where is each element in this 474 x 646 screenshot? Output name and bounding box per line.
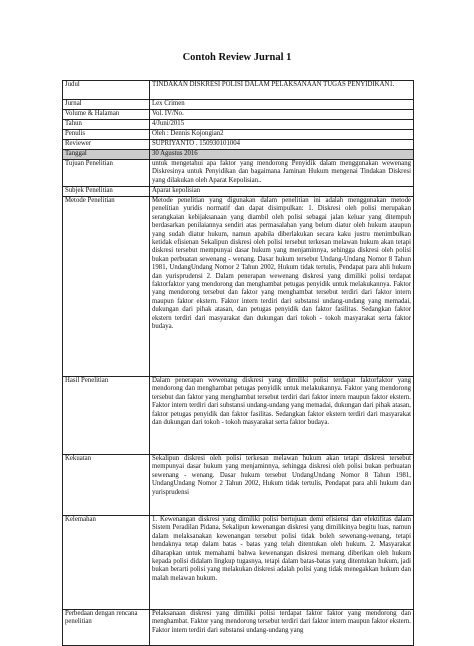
- table-row: [63, 187, 414, 197]
- row-value-tahun: 4/Juni/2015: [150, 120, 414, 130]
- row-label-metode: Metode Penelitian: [63, 197, 150, 377]
- table-row: [63, 197, 414, 377]
- table-row: [63, 516, 414, 610]
- row-label-kekuatan: Kekuatan: [63, 455, 150, 516]
- table-row: [63, 120, 414, 130]
- document-title: Contoh Review Jurnal 1: [182, 52, 292, 63]
- row-value-perbedaan: Pelaksanaan diskresi yang dimiliki polisi terdapat faktor faktor yang mendorong dan menghambat. Faktor yang mendorong tersebut terdiri dari faktor intern maupun faktor ekstern. Faktor intern terdiri dari substansi undang-undang yang: [150, 610, 414, 646]
- row-label-perbedaan: Perbedaan dengan rencana penelitian: [63, 610, 150, 646]
- table-row: [63, 610, 414, 646]
- row-label-subjek: Subjek Penelitian: [63, 187, 150, 197]
- row-value-judul: TINDAKAN DISKRESI POLISI DALAM PELAKSANAAN TUGAS PENYIDIKAN1.: [150, 81, 414, 100]
- table-row: [63, 140, 414, 150]
- table-row: [63, 100, 414, 110]
- table-row: [63, 377, 414, 455]
- row-label-penulis: Penulis: [63, 130, 150, 140]
- row-value-kekuatan: Sekalipun diskresi oleh polisi terkesan melawan hukum akan tetapi diskresi tersebut mempunyai dasar hukum yang menjaminnya, sehingga diskresi oleh polisi bukan perbuatan sewenang - wenang. Dasar hukum tersebut UndangUndang Nomor 8 Tahun 1981, UndangUndang Nomor 2 Tahun 2002, Hukum tidak tertulis, Pendapat para ahli hukum dan yurisprudensi: [150, 455, 414, 516]
- row-label-jurnal: Jurnal: [63, 100, 150, 110]
- table-row: [63, 150, 414, 160]
- row-value-jurnal: Lex Crimen: [150, 100, 414, 110]
- row-label-tahun: Tahun: [63, 120, 150, 130]
- row-value-metode: Metode penelitian yang digunakan dalam penelitian ini adalah menggunakan metode penelitian yuridis normatif dan dapat disimpulkan: 1. Diskresi oleh polisi merupakan serangkaian kebijaksanaan yang diambil oleh polisi sebagai jalan keluar yang ditempuh berdasarkan penilaiannya sendiri atas permasalahan yang belum diatur oleh hukum ataupun yang sudah diatur hukum, namun apabila diberlakukan secara kaku justru menimbulkan ketidak efisienan Sekalipun diskresi oleh polisi tersebut terkesan melawan hukum akan tetapi diskresi tersebut mempunyai dasar hukum yang menjaminnya, sehingga diskresi oleh polisi bukan perbuatan sewenang - wenang. Dasar hukum tersebut Undang-Undang Nomor 8 Tahun 1981, UndangUndang Nomor 2 Tahun 2002, Hukum tidak tertulis, Pendapat para ahli hukum dan yurisprudensi 2. Dalam penerapan wewenang diskresi yang dimiliki polisi terdapat faktorfaktor yang mendorong dan menghambat petugas penyidik untuk melakukannya. Faktor yang mendorong tersebut dan faktor yang menghambat tersebut terdiri dari faktor intern maupun faktor ekstern. Faktor intern terdiri dari substansi undang-undang yang memadai, dukungan dari pihak atasan, dan petugas penyidik dan faktor fasilitas. Sedangkan faktor ekstern terdiri dari masyarakat dan dukungan dari tokoh - tokoh masyarakat serta faktor budaya.: [150, 197, 414, 377]
- row-label-judul: Judul: [63, 81, 150, 100]
- row-value-hasil: Dalam penerapan wewenang diskresi yang dimiliki polisi terdapat faktorfaktor yang mendorong dan menghambat petugas penyidik untuk melakukannya. Faktor yang mendorong tersebut dan faktor yang menghambat tersebut terdiri dari faktor intern maupun faktor ekstern. Faktor intern terdiri dari substansi undang-undang yang memadai, dukungan dari pihak atasan, faktor petugas penyidik dan faktor fasilitas. Sedangkan faktor ekstern terdiri dari masyarakat dan dukungan dari tokoh - tokoh masyarakat serta faktor budaya.: [150, 377, 414, 455]
- row-label-kelemahan: Kelemahan: [63, 516, 150, 610]
- row-label-reviewer: Reviewer: [63, 140, 150, 150]
- table-row: [63, 110, 414, 120]
- row-value-penulis: Oleh : Dennis Kojongian2: [150, 130, 414, 140]
- row-value-tujuan: untuk mengetahui apa faktor yang mendorong Penyidik dalam menggunakan wewenang Diskresinya untuk Penyidikan dan bagaimana Jaminan Hukum mengenai Tindakan Diskresi yang dilakukan oleh Aparat Kepolisian..: [150, 160, 414, 187]
- table-row: [63, 455, 414, 516]
- row-label-tujuan: Tujuan Penelitian: [63, 160, 150, 187]
- row-label-volume: Volume & Halaman: [63, 110, 150, 120]
- row-value-kelemahan: 1. Kewenangan diskresi yang dimiliki polisi bertujuan demi efisiensi dan efektifitas dalam Sistem Peradilan Pidana, Sekalipun kewenangan diskresi yang dimilikinya begitu luas, namun dalam melaksanakan kewenangan tersebut polisi tidak boleh sewenang-wenang, tetapi hendaknya tetap dalam batas - batas yang telah ditentukan oleh hukum. 2. Masyarakat diharapkan untuk memahami bahwa kewenangan diskresi memang diberikan oleh hukum kepada polisi didalam lingkup tugasnya, tetapi dalam batas-batas yang ditentukan hukum, jadi bukan berarti polisi yang melakukan diskresi adalah polisi yang tidak menegakkan hukum dan malah melawan hukum.: [150, 516, 414, 610]
- table-row: [63, 130, 414, 140]
- row-label-hasil: Hasil Penelitian: [63, 377, 150, 455]
- row-value-volume: Vol. IV/No.: [150, 110, 414, 120]
- row-value-tanggal: 30 Agustus 2016: [150, 150, 414, 160]
- table-row: [63, 160, 414, 187]
- table-row: [63, 81, 414, 100]
- row-value-reviewer: SUPRIYANTO . 150930101004: [150, 140, 414, 150]
- row-value-subjek: Aparat kepolisian: [150, 187, 414, 197]
- row-label-tanggal: Tanggal: [63, 150, 150, 160]
- review-table: [62, 80, 414, 646]
